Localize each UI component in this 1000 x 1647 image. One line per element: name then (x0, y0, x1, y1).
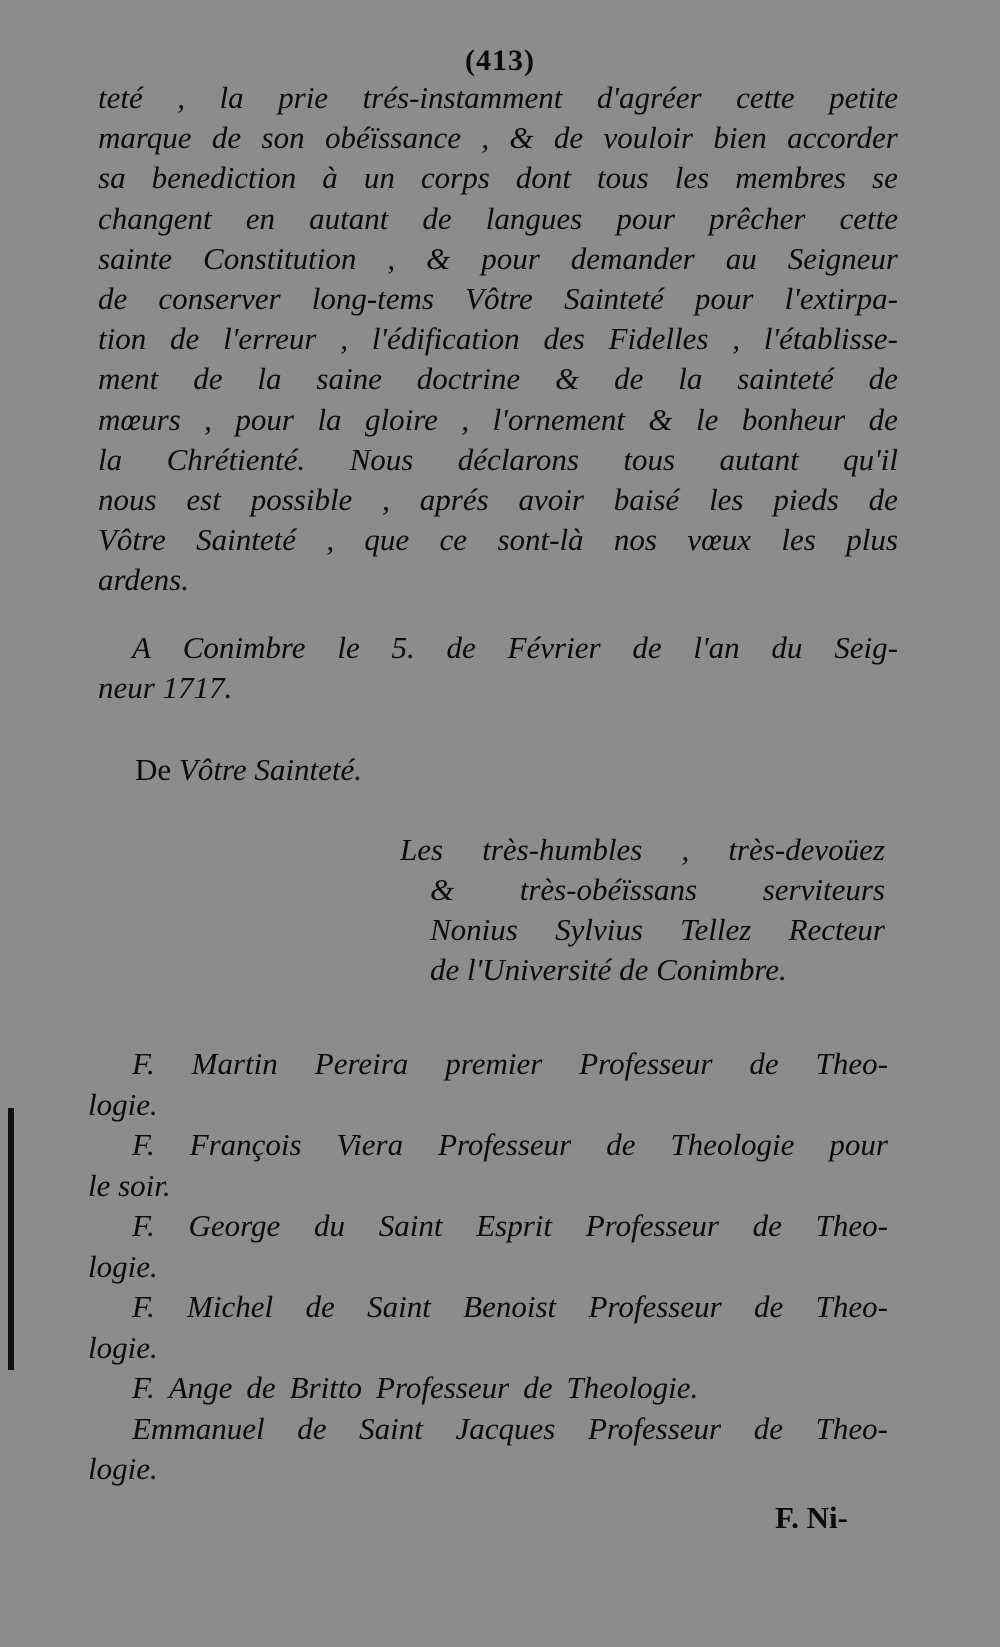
word: Saint (378, 1208, 443, 1243)
signatory-continuation: logie. (88, 1086, 158, 1122)
word: Sylvius (555, 912, 643, 947)
body-line (98, 480, 898, 520)
word: cette (839, 200, 898, 236)
word: marque (98, 120, 192, 156)
word: les (709, 482, 744, 518)
word: à (322, 160, 338, 196)
word: & (509, 120, 534, 156)
word: Seigneur (787, 240, 898, 276)
word: corps (420, 160, 490, 196)
word: Theo- (815, 1208, 888, 1243)
word: prie (278, 80, 329, 115)
word: de (614, 361, 644, 397)
word: baisé (613, 482, 680, 518)
word: Seig- (834, 630, 898, 665)
word: premier (445, 1046, 543, 1081)
word: Esprit (476, 1208, 552, 1243)
word: membres (735, 160, 846, 196)
word: Saint (367, 1289, 431, 1324)
word: l'extirpa- (784, 281, 898, 317)
word: Ange (168, 1370, 233, 1405)
word: conserver (158, 281, 281, 317)
word: qu'il (843, 441, 898, 477)
word: F. (132, 1370, 155, 1405)
word: se (872, 160, 898, 196)
word: Recteur (788, 912, 885, 947)
word: nos (613, 522, 657, 558)
word: vœux (687, 522, 752, 558)
body-line: ardens. (98, 562, 189, 598)
word: Tellez (680, 912, 752, 947)
word: & (430, 872, 455, 907)
body-line (98, 199, 898, 239)
word: Professeur (579, 1046, 713, 1081)
word: pour (694, 281, 754, 317)
word: de (553, 120, 584, 156)
word: l'an (693, 630, 740, 665)
catchword: F. Ni- (775, 1500, 848, 1535)
word: Viera (336, 1127, 404, 1162)
date-line (98, 628, 898, 708)
word: déclarons (457, 441, 579, 477)
word: très-devoüez (728, 832, 885, 867)
word: plus (846, 522, 898, 558)
word: Theo- (815, 1046, 888, 1081)
body-line (98, 78, 898, 118)
word: sa (98, 160, 126, 196)
word: nous (98, 482, 157, 518)
word: de (632, 630, 662, 665)
word: tion (98, 321, 147, 357)
word: saine (316, 361, 382, 397)
word: aprés (419, 482, 489, 518)
salutation (135, 752, 362, 788)
word: de (868, 401, 898, 437)
word: teté (98, 80, 143, 115)
word: Professeur (438, 1127, 572, 1162)
word: , (177, 80, 185, 115)
word: de (211, 120, 242, 156)
word: bien (713, 120, 767, 156)
word: que (364, 522, 410, 558)
word: tous (597, 160, 649, 196)
word: la (98, 441, 123, 477)
word: mœurs (98, 401, 181, 437)
signatory-entry (88, 1287, 888, 1368)
date-line-2: neur 1717. (98, 670, 233, 705)
signatory-continuation: logie. (88, 1451, 158, 1486)
word: Theologie. (566, 1370, 699, 1405)
word: Professeur (585, 1208, 719, 1243)
word: Conimbre (182, 630, 306, 665)
word: Michel (187, 1289, 274, 1324)
word: Sainteté (196, 522, 296, 558)
word: , (387, 240, 396, 276)
word: de (446, 630, 476, 665)
word: Nous (349, 441, 414, 477)
word: trés-instamment (362, 80, 563, 115)
signatory-entry (88, 1206, 888, 1287)
word: Fidelles (608, 321, 709, 357)
word: pour (481, 240, 540, 276)
word: la (678, 361, 703, 397)
word: & (648, 401, 673, 437)
word: François (189, 1127, 302, 1162)
word: prêcher (708, 200, 806, 236)
word: sont-là (497, 522, 584, 558)
word: 5. (391, 630, 415, 665)
word: du (314, 1208, 345, 1243)
body-line (98, 319, 898, 359)
word: ce (439, 522, 468, 558)
body-line (98, 118, 898, 158)
word: de (754, 1289, 784, 1324)
word: d'agréer (596, 80, 702, 115)
word: demander (570, 240, 695, 276)
body-line (98, 359, 898, 399)
word: Sainteté (563, 281, 664, 317)
signatory-entry (88, 1409, 888, 1490)
date-line-1 (98, 628, 898, 668)
word: est (186, 482, 221, 518)
letter-body (98, 78, 898, 601)
word: Vôtre (98, 522, 166, 558)
word: Constitution (203, 240, 357, 276)
word: les (781, 522, 816, 558)
body-line (98, 239, 898, 279)
signatory-continuation: logie. (88, 1248, 158, 1284)
word: , (461, 401, 470, 437)
word: Martin (191, 1046, 278, 1081)
word: , (382, 482, 390, 518)
signatory-continuation: le soir. (88, 1167, 171, 1203)
word: Professeur (588, 1289, 722, 1324)
word: autant (719, 441, 799, 477)
signature-line (400, 870, 885, 910)
salutation-text: Vôtre Sainteté. (178, 752, 362, 787)
word: Février (507, 630, 601, 665)
word: Theo- (815, 1410, 888, 1446)
word: langues (485, 200, 583, 236)
word: Theo- (815, 1289, 888, 1324)
signatory-entry (88, 1044, 888, 1125)
word: cette (736, 80, 795, 115)
word: de (752, 1208, 782, 1243)
word: autant (309, 200, 389, 236)
word: George (188, 1208, 281, 1243)
word: Vôtre (465, 281, 533, 317)
signature-line: de l'Université de Conimbre. (430, 952, 787, 987)
signature-line (400, 910, 885, 950)
word: le (696, 401, 719, 437)
word: de (753, 1410, 784, 1446)
signatory-line (88, 1287, 888, 1328)
word: avoir (518, 482, 584, 518)
word: Jacques (455, 1410, 556, 1446)
word: benediction (151, 160, 297, 196)
signatory-line (88, 1125, 888, 1166)
body-line (98, 158, 898, 198)
word: de (193, 361, 223, 397)
signatory-entry (88, 1368, 888, 1409)
word: , (340, 321, 348, 357)
word: de (606, 1127, 636, 1162)
word: de (98, 281, 128, 317)
word: de (170, 321, 200, 357)
word: & (555, 361, 580, 397)
word: l'établisse- (763, 321, 898, 357)
signature-line (400, 830, 885, 870)
word: F. (132, 1046, 155, 1081)
body-line (98, 279, 898, 319)
word: de (305, 1289, 335, 1324)
word: de (868, 482, 898, 518)
word: ment (98, 361, 159, 397)
word: de (749, 1046, 779, 1081)
word: gloire (365, 401, 438, 437)
word: de (523, 1370, 553, 1405)
signatory-entry (88, 1125, 888, 1206)
word: de (297, 1410, 327, 1446)
word: petite (829, 80, 898, 115)
word: Nonius (430, 912, 518, 947)
word: dont (515, 160, 571, 196)
word: la (317, 401, 342, 437)
word: Emmanuel (132, 1410, 265, 1446)
word: des (543, 321, 585, 357)
word: en (245, 200, 275, 236)
word: long-tems (311, 281, 434, 317)
word: de (246, 1370, 276, 1405)
word: Chrétienté. (166, 441, 306, 477)
word: l'ornement (492, 401, 625, 437)
margin-rule (8, 1108, 14, 1370)
word: A (132, 630, 151, 665)
word: , (681, 832, 690, 867)
salutation-prefix: De (135, 752, 172, 787)
signatory-line (88, 1368, 888, 1409)
signatory-line (88, 1044, 888, 1085)
word: la (219, 80, 244, 115)
word: F. (132, 1289, 155, 1324)
page-number: (413) (465, 44, 535, 77)
word: accorder (787, 120, 898, 156)
word: les (674, 160, 710, 196)
word: sainte (98, 240, 173, 276)
word: Professeur (376, 1370, 510, 1405)
word: bonheur (741, 401, 846, 437)
word: Theologie (670, 1127, 795, 1162)
body-line (98, 440, 898, 480)
word: , (204, 401, 212, 437)
word: très-obéïssans (519, 872, 698, 907)
word: très-humbles (482, 832, 643, 867)
signatory-line (88, 1409, 888, 1450)
word: du (771, 630, 803, 665)
word: Les (400, 832, 444, 867)
word: changent (98, 200, 212, 236)
word: Benoist (463, 1289, 557, 1324)
word: tous (623, 441, 676, 477)
word: doctrine (416, 361, 521, 397)
word: vouloir (603, 120, 694, 156)
word: au (725, 240, 757, 276)
word: F. (132, 1208, 155, 1243)
word: la (257, 361, 282, 397)
word: F. (132, 1127, 155, 1162)
word: , (732, 321, 741, 357)
word: Professeur (587, 1410, 722, 1446)
word: l'erreur (223, 321, 317, 357)
word: le (337, 630, 360, 665)
word: Saint (359, 1410, 423, 1446)
word: l'édification (371, 321, 520, 357)
word: de (868, 361, 898, 397)
word: , (326, 522, 335, 558)
word: pour (616, 200, 675, 236)
word: Pereira (314, 1046, 409, 1081)
signature-block (400, 830, 885, 990)
word: de (422, 200, 452, 236)
word: obéïssance (324, 120, 461, 156)
word: un (363, 160, 395, 196)
signatory-continuation: logie. (88, 1329, 158, 1365)
word: pour (235, 401, 294, 437)
signatory-line (88, 1206, 888, 1247)
word: sainteté (737, 361, 834, 397)
word: pour (829, 1127, 888, 1162)
body-line (98, 520, 898, 560)
word: , (481, 120, 490, 156)
body-line (98, 400, 898, 440)
word: Britto (289, 1370, 363, 1405)
word: serviteurs (762, 872, 885, 907)
word: possible (250, 482, 353, 518)
word: & (426, 240, 451, 276)
word: son (261, 120, 305, 156)
signatories-list (88, 1044, 888, 1490)
word: pieds (773, 482, 839, 518)
